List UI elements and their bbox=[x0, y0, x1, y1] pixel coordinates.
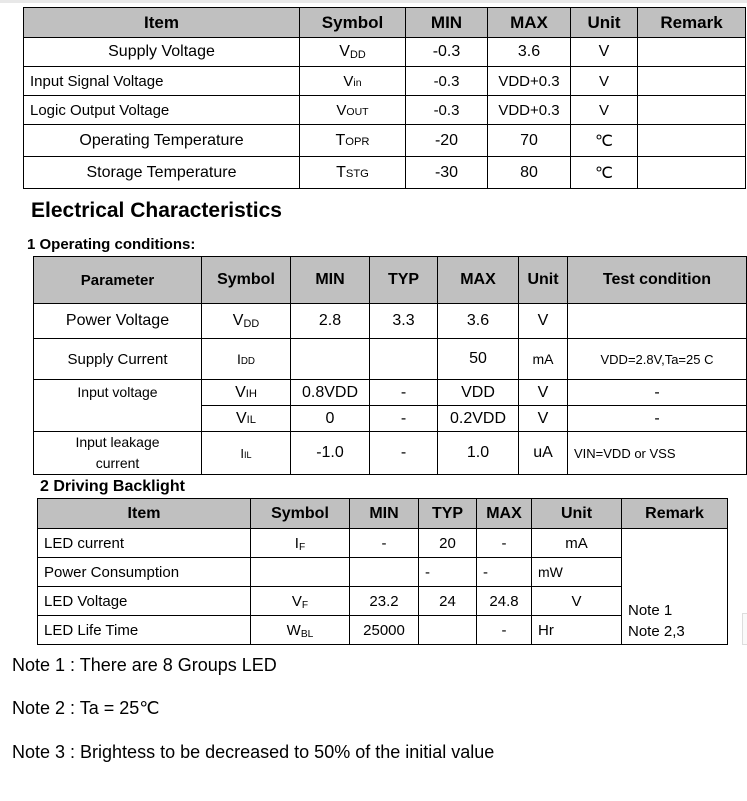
condition-cell: VDD=2.8V,Ta=25 C bbox=[568, 339, 747, 380]
symbol-cell: $I_F$ bbox=[251, 529, 350, 558]
unit-cell: ℃ bbox=[571, 125, 638, 157]
table-header-row bbox=[34, 257, 747, 304]
max-cell: - bbox=[477, 558, 532, 587]
table-row bbox=[34, 339, 747, 380]
remark-cell bbox=[638, 157, 746, 189]
typ-cell: 24 bbox=[419, 587, 477, 616]
condition-cell: - bbox=[568, 406, 747, 432]
min-cell: 0 bbox=[291, 406, 370, 432]
item-cell: LED Voltage bbox=[38, 587, 251, 616]
symbol-cell: TOPR bbox=[300, 125, 406, 157]
symbol-cell: TSTG bbox=[300, 157, 406, 189]
table-row bbox=[34, 380, 747, 406]
min-cell: -0.3 bbox=[406, 38, 488, 67]
unit-cell: V bbox=[571, 38, 638, 67]
min-cell: 25000 bbox=[350, 616, 419, 645]
min-cell: -0.3 bbox=[406, 96, 488, 125]
remark-cell bbox=[638, 67, 746, 96]
max-cell: 50 bbox=[438, 339, 519, 380]
max-cell: 0.2VDD bbox=[438, 406, 519, 432]
symbol-cell: $V_{DD}$ bbox=[300, 38, 406, 67]
unit-cell: mA bbox=[532, 529, 622, 558]
unit-cell: Hr bbox=[532, 616, 622, 645]
min-cell: 2.8 bbox=[291, 304, 370, 339]
absolute-max-ratings-table bbox=[23, 7, 746, 189]
min-cell bbox=[291, 339, 370, 380]
symbol-cell: Vin bbox=[300, 67, 406, 96]
symbol-cell: $V_F$ bbox=[251, 587, 350, 616]
symbol-cell: $V_{DD}$ bbox=[202, 304, 291, 339]
typ-cell bbox=[419, 616, 477, 645]
unit-cell: V bbox=[571, 96, 638, 125]
item-cell: Operating Temperature bbox=[24, 125, 300, 157]
operating-conditions-table bbox=[33, 256, 747, 475]
section-title: Electrical Characteristics bbox=[31, 199, 282, 222]
page-edge-widget bbox=[742, 613, 747, 645]
table-header-row bbox=[38, 499, 728, 529]
min-cell: -1.0 bbox=[291, 432, 370, 475]
table-row bbox=[24, 157, 746, 189]
note-1: Note 1 : There are 8 Groups LED bbox=[12, 655, 277, 675]
parameter-cell: Input voltage bbox=[34, 380, 202, 432]
table-row bbox=[34, 304, 747, 339]
driving-backlight-title: 2 Driving Backlight bbox=[40, 478, 185, 495]
header-typ: TYP bbox=[370, 257, 438, 304]
max-cell: 3.6 bbox=[438, 304, 519, 339]
unit-cell: V bbox=[571, 67, 638, 96]
max-cell: 70 bbox=[488, 125, 571, 157]
item-cell: Logic Output Voltage bbox=[24, 96, 300, 125]
typ-cell bbox=[370, 339, 438, 380]
header-min: MIN bbox=[291, 257, 370, 304]
table-row bbox=[24, 125, 746, 157]
unit-cell: V bbox=[532, 587, 622, 616]
item-cell: LED Life Time bbox=[38, 616, 251, 645]
header-min: MIN bbox=[406, 8, 488, 38]
unit-cell: V bbox=[519, 406, 568, 432]
remark-cell: Note 1 Note 2,3 bbox=[622, 529, 728, 645]
backlight-table bbox=[37, 498, 728, 645]
parameter-cell: Power Voltage bbox=[34, 304, 202, 339]
max-cell: VDD+0.3 bbox=[488, 67, 571, 96]
header-symbol: Symbol bbox=[202, 257, 291, 304]
symbol-cell: IIL bbox=[202, 432, 291, 475]
table-row bbox=[24, 96, 746, 125]
symbol-cell: IDD bbox=[202, 339, 291, 380]
header-remark: Remark bbox=[622, 499, 728, 529]
unit-cell: mA bbox=[519, 339, 568, 380]
header-test-condition: Test condition bbox=[568, 257, 747, 304]
header-unit: Unit bbox=[532, 499, 622, 529]
remark-cell bbox=[638, 125, 746, 157]
symbol-cell: VOUT bbox=[300, 96, 406, 125]
min-cell: -30 bbox=[406, 157, 488, 189]
item-cell: Power Consumption bbox=[38, 558, 251, 587]
header-item: Item bbox=[24, 8, 300, 38]
item-cell: LED current bbox=[38, 529, 251, 558]
operating-conditions-title: 1 Operating conditions: bbox=[27, 236, 196, 253]
unit-cell: mW bbox=[532, 558, 622, 587]
table-row bbox=[34, 432, 747, 475]
max-cell: VDD bbox=[438, 380, 519, 406]
symbol-cell: $W_{BL}$ bbox=[251, 616, 350, 645]
header-symbol: Symbol bbox=[251, 499, 350, 529]
parameter-cell: Input leakage current bbox=[34, 432, 202, 475]
max-cell: VDD+0.3 bbox=[488, 96, 571, 125]
unit-cell: V bbox=[519, 380, 568, 406]
typ-cell: - bbox=[370, 406, 438, 432]
table-row bbox=[24, 67, 746, 96]
note-3: Note 3 : Brightess to be decreased to 50% of the initial value bbox=[12, 742, 495, 762]
unit-cell: V bbox=[519, 304, 568, 339]
unit-cell: ℃ bbox=[571, 157, 638, 189]
min-cell: - bbox=[350, 529, 419, 558]
header-remark: Remark bbox=[638, 8, 746, 38]
item-cell: Storage Temperature bbox=[24, 157, 300, 189]
page-top-border bbox=[0, 0, 747, 3]
min-cell: 0.8VDD bbox=[291, 380, 370, 406]
remark-cell bbox=[638, 96, 746, 125]
condition-cell: - bbox=[568, 380, 747, 406]
parameter-cell: Supply Current bbox=[34, 339, 202, 380]
max-cell: 24.8 bbox=[477, 587, 532, 616]
header-unit: Unit bbox=[571, 8, 638, 38]
min-cell: -0.3 bbox=[406, 67, 488, 96]
typ-cell: 20 bbox=[419, 529, 477, 558]
header-unit: Unit bbox=[519, 257, 568, 304]
typ-cell: - bbox=[370, 380, 438, 406]
remark-cell bbox=[638, 38, 746, 67]
header-typ: TYP bbox=[419, 499, 477, 529]
condition-cell: VIN=VDD or VSS bbox=[568, 432, 747, 475]
condition-cell bbox=[568, 304, 747, 339]
symbol-cell bbox=[251, 558, 350, 587]
header-parameter: Parameter bbox=[34, 257, 202, 304]
table-row bbox=[24, 38, 746, 67]
header-max: MAX bbox=[477, 499, 532, 529]
note-2: Note 2 : Ta = 25℃ bbox=[12, 698, 160, 718]
unit-cell: uA bbox=[519, 432, 568, 475]
table-header-row bbox=[24, 8, 746, 38]
typ-cell: - bbox=[370, 432, 438, 475]
header-max: MAX bbox=[438, 257, 519, 304]
item-cell: Supply Voltage bbox=[24, 38, 300, 67]
table-row bbox=[38, 529, 728, 558]
min-cell: 23.2 bbox=[350, 587, 419, 616]
header-min: MIN bbox=[350, 499, 419, 529]
max-cell: 3.6 bbox=[488, 38, 571, 67]
max-cell: 80 bbox=[488, 157, 571, 189]
max-cell: 1.0 bbox=[438, 432, 519, 475]
min-cell: -20 bbox=[406, 125, 488, 157]
max-cell: - bbox=[477, 529, 532, 558]
symbol-cell: VIH bbox=[202, 380, 291, 406]
typ-cell: - bbox=[419, 558, 477, 587]
header-max: MAX bbox=[488, 8, 571, 38]
header-item: Item bbox=[38, 499, 251, 529]
min-cell bbox=[350, 558, 419, 587]
symbol-cell: VIL bbox=[202, 406, 291, 432]
max-cell: - bbox=[477, 616, 532, 645]
item-cell: Input Signal Voltage bbox=[24, 67, 300, 96]
typ-cell: 3.3 bbox=[370, 304, 438, 339]
header-symbol: Symbol bbox=[300, 8, 406, 38]
